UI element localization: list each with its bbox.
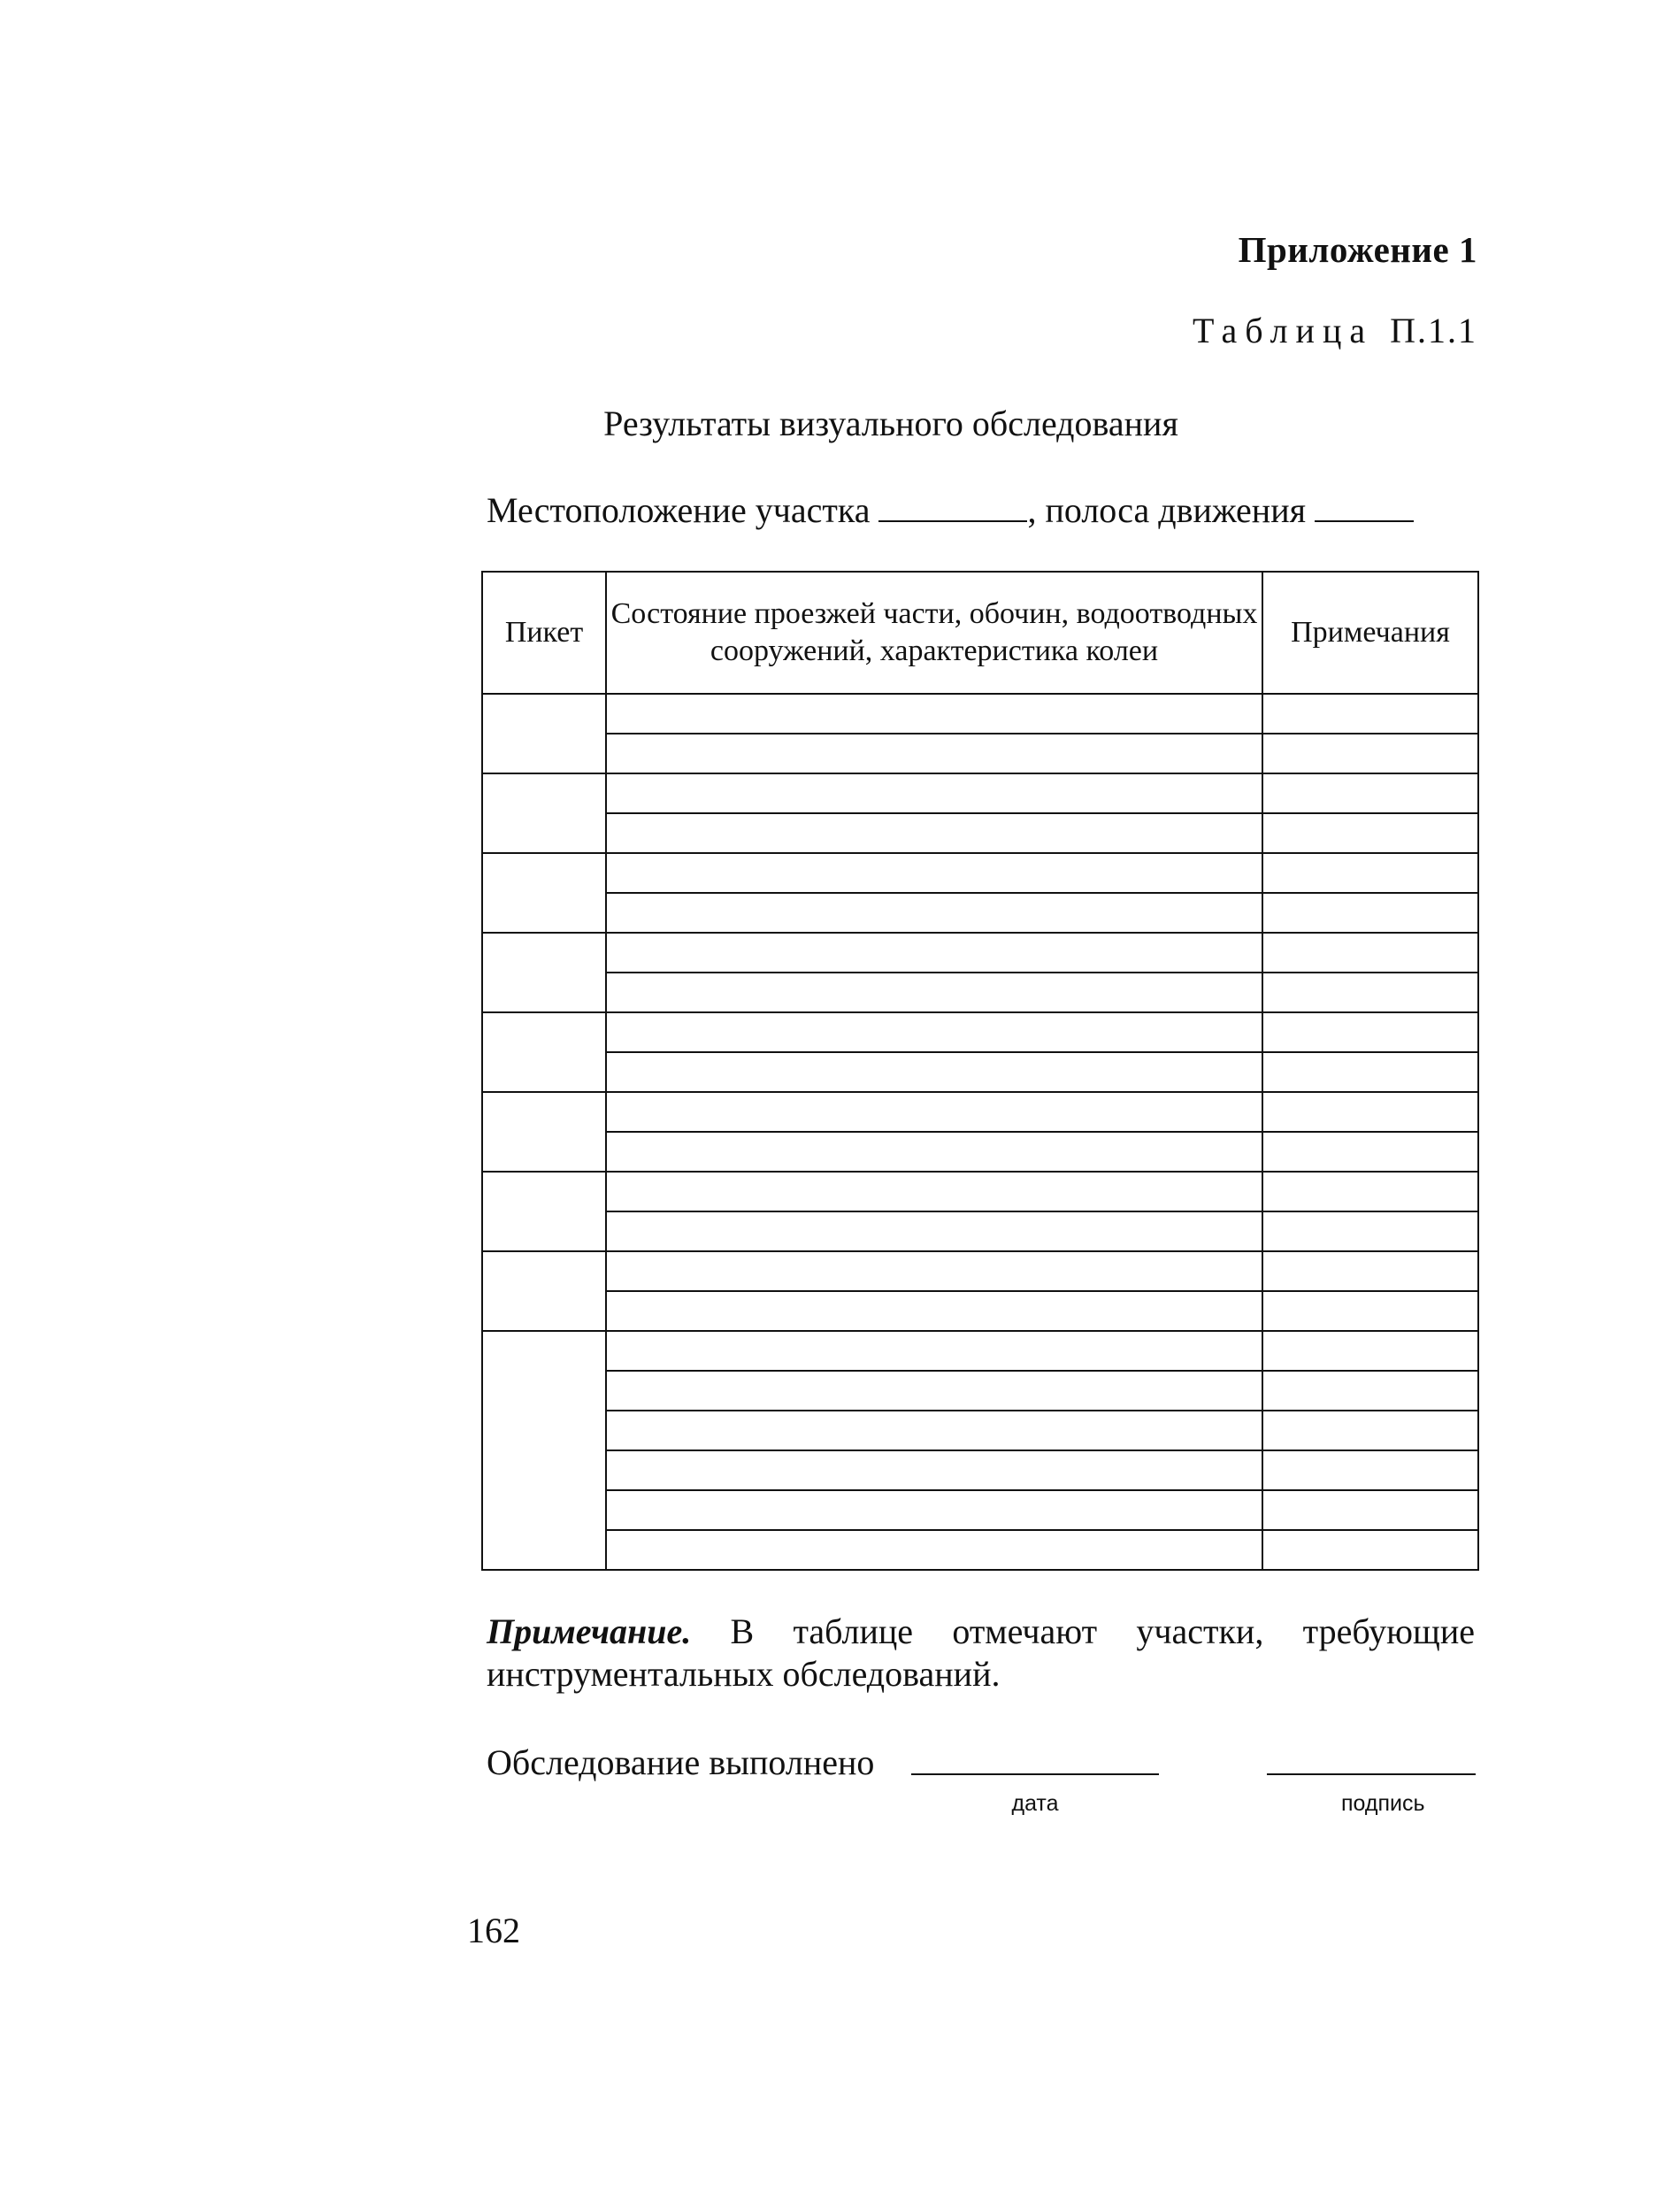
table-body <box>482 694 1478 1570</box>
condition-cell[interactable] <box>606 1052 1262 1092</box>
condition-cell[interactable] <box>606 1172 1262 1211</box>
table-row <box>482 694 1478 734</box>
notes-cell[interactable] <box>1262 1012 1478 1052</box>
picket-cell[interactable] <box>482 933 606 1012</box>
notes-cell[interactable] <box>1262 1490 1478 1530</box>
condition-cell[interactable] <box>606 853 1262 893</box>
notes-cell[interactable] <box>1262 1092 1478 1132</box>
condition-cell[interactable] <box>606 1411 1262 1450</box>
table-row <box>482 1012 1478 1052</box>
date-blank[interactable] <box>911 1773 1159 1775</box>
signature-blank[interactable] <box>1267 1773 1476 1775</box>
lane-blank[interactable] <box>1315 494 1414 522</box>
table-row <box>482 1371 1478 1411</box>
condition-cell[interactable] <box>606 933 1262 973</box>
condition-cell[interactable] <box>606 1331 1262 1371</box>
condition-cell[interactable] <box>606 694 1262 734</box>
table-row <box>482 933 1478 973</box>
notes-cell[interactable] <box>1262 933 1478 973</box>
picket-cell[interactable] <box>482 773 606 853</box>
notes-cell[interactable] <box>1262 1052 1478 1092</box>
table-row <box>482 1490 1478 1530</box>
table-row <box>482 1251 1478 1291</box>
document-title: Результаты визуального обследования <box>603 404 1178 443</box>
notes-cell[interactable] <box>1262 853 1478 893</box>
notes-cell[interactable] <box>1262 1132 1478 1172</box>
table-word: Таблица <box>1193 311 1374 350</box>
column-header-condition: Состояние проезжей части, обочин, водоотводных сооружений, характеристика колеи <box>606 572 1262 694</box>
table-row <box>482 734 1478 773</box>
table-label <box>1193 310 1477 351</box>
notes-cell[interactable] <box>1262 1211 1478 1251</box>
table-row <box>482 1132 1478 1172</box>
table-row <box>482 1530 1478 1570</box>
picket-cell[interactable] <box>482 1012 606 1092</box>
notes-cell[interactable] <box>1262 813 1478 853</box>
table-row <box>482 1291 1478 1331</box>
signoff-label: Обследование выполнено <box>487 1742 875 1782</box>
table-row <box>482 853 1478 893</box>
note-text: В таблице отмечают участки, требующие инструментальных обследований. <box>487 1611 1475 1694</box>
condition-cell[interactable] <box>606 893 1262 933</box>
notes-cell[interactable] <box>1262 694 1478 734</box>
condition-cell[interactable] <box>606 1371 1262 1411</box>
condition-cell[interactable] <box>606 1092 1262 1132</box>
table-row <box>482 1092 1478 1132</box>
table-row <box>482 893 1478 933</box>
condition-cell[interactable] <box>606 1490 1262 1530</box>
table-header-row <box>482 572 1478 694</box>
picket-cell[interactable] <box>482 1172 606 1251</box>
page-number: 162 <box>467 1911 520 1950</box>
table-row <box>482 773 1478 813</box>
table-row <box>482 1211 1478 1251</box>
table-number: П.1.1 <box>1390 311 1477 350</box>
notes-cell[interactable] <box>1262 773 1478 813</box>
table-row <box>482 1052 1478 1092</box>
table-row <box>482 1331 1478 1371</box>
signature-caption: подпись <box>1341 1791 1425 1816</box>
condition-cell[interactable] <box>606 1450 1262 1490</box>
notes-cell[interactable] <box>1262 1331 1478 1371</box>
column-header-notes: Примечания <box>1262 572 1478 694</box>
column-header-picket: Пикет <box>482 572 606 694</box>
note-label: Примечание. <box>487 1611 692 1651</box>
condition-cell[interactable] <box>606 1012 1262 1052</box>
picket-cell[interactable] <box>482 1251 606 1331</box>
table-row <box>482 973 1478 1012</box>
condition-cell[interactable] <box>606 1291 1262 1331</box>
condition-cell[interactable] <box>606 734 1262 773</box>
notes-cell[interactable] <box>1262 893 1478 933</box>
appendix-heading: Приложение 1 <box>1238 229 1477 270</box>
notes-cell[interactable] <box>1262 1530 1478 1570</box>
notes-cell[interactable] <box>1262 973 1478 1012</box>
date-caption: дата <box>1011 1791 1059 1816</box>
table-row <box>482 1411 1478 1450</box>
condition-cell[interactable] <box>606 813 1262 853</box>
note <box>487 1611 1475 1696</box>
notes-cell[interactable] <box>1262 1251 1478 1291</box>
picket-cell[interactable] <box>482 1331 606 1570</box>
condition-cell[interactable] <box>606 1530 1262 1570</box>
survey-table <box>481 571 1479 1571</box>
lane-label: , полоса движения <box>1027 490 1307 530</box>
picket-cell[interactable] <box>482 1092 606 1172</box>
condition-cell[interactable] <box>606 1211 1262 1251</box>
notes-cell[interactable] <box>1262 1450 1478 1490</box>
condition-cell[interactable] <box>606 773 1262 813</box>
notes-cell[interactable] <box>1262 1411 1478 1450</box>
condition-cell[interactable] <box>606 973 1262 1012</box>
picket-cell[interactable] <box>482 853 606 933</box>
picket-cell[interactable] <box>482 694 606 773</box>
location-label: Местоположение участка <box>487 490 871 530</box>
notes-cell[interactable] <box>1262 734 1478 773</box>
condition-cell[interactable] <box>606 1251 1262 1291</box>
location-line <box>487 489 1414 531</box>
notes-cell[interactable] <box>1262 1291 1478 1331</box>
table-row <box>482 1172 1478 1211</box>
notes-cell[interactable] <box>1262 1371 1478 1411</box>
location-blank[interactable] <box>878 494 1027 522</box>
notes-cell[interactable] <box>1262 1172 1478 1211</box>
condition-cell[interactable] <box>606 1132 1262 1172</box>
table-row <box>482 1450 1478 1490</box>
table-row <box>482 813 1478 853</box>
